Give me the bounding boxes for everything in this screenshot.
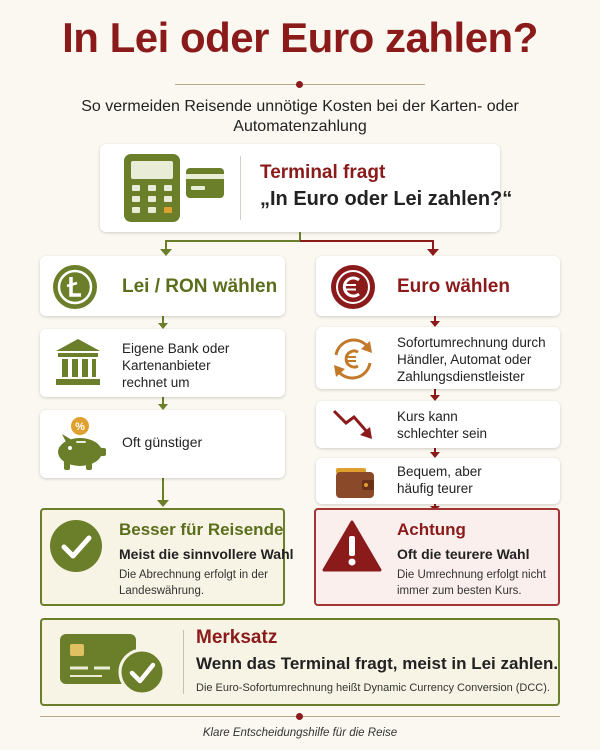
page-title: In Lei oder Euro zahlen? [62, 14, 538, 61]
piggy-bank-icon [52, 414, 108, 472]
merksatz-separator [183, 630, 184, 694]
euro-result-note: Die Umrechnung erfolgt nicht immer zum besten Kurs. [397, 569, 546, 597]
left-step-bank-text: Eigene Bank oder Kartenanbieter rechnet um [122, 341, 230, 390]
card-check-icon [58, 630, 170, 696]
merksatz-text: Wenn das Terminal fragt, meist in Lei zahlen. [196, 654, 559, 673]
euro-result-subtitle: Oft die teurere Wahl [397, 546, 530, 562]
wallet-icon [334, 462, 376, 500]
lei-coin-icon [52, 264, 98, 310]
left-step-cheaper-text: Oft günstiger [122, 434, 203, 450]
merksatz-note: Die Euro-Sofortumrechnung heißt Dynamic Currency Conversion (DCC). [196, 682, 550, 694]
lei-result-note: Die Abrechnung erfolgt in der Landeswährung. [119, 569, 268, 597]
footer-text: Klare Entscheidungshilfe für die Reise [202, 727, 398, 739]
merksatz-title: Merksatz [196, 627, 278, 648]
subtitle: So vermeiden Reisende unnötige Kosten bei der Karten- oder Automatenzahlung [81, 98, 519, 135]
lei-result-subtitle: Meist die sinnvollere Wahl [119, 546, 294, 562]
warning-icon [322, 520, 382, 572]
trend-down-icon [332, 405, 376, 443]
right-step-comfort-text: Bequem, aber häufig teurer [397, 464, 482, 496]
checkmark-icon [48, 518, 104, 574]
lei-option-label: Lei / RON wählen [122, 276, 278, 297]
euro-option-label: Euro wählen [397, 276, 510, 297]
euro-result-title: Achtung [397, 520, 466, 539]
lei-result-title: Besser für Reisende [119, 520, 284, 539]
euro-exchange-icon [328, 335, 378, 383]
right-step-rate-text: Kurs kann schlechter sein [397, 409, 488, 441]
bank-icon [54, 337, 102, 387]
svg-text:%: % [75, 421, 85, 433]
footer-divider-dot [296, 713, 303, 720]
terminal-title: Terminal fragt [260, 162, 386, 183]
right-step-conversion-text: Sofortumrechnung durch Händler, Automat oder Zahlungsdienstleister [397, 335, 546, 384]
terminal-question: „In Euro oder Lei zahlen?“ [260, 188, 513, 210]
euro-coin-icon [330, 264, 376, 310]
